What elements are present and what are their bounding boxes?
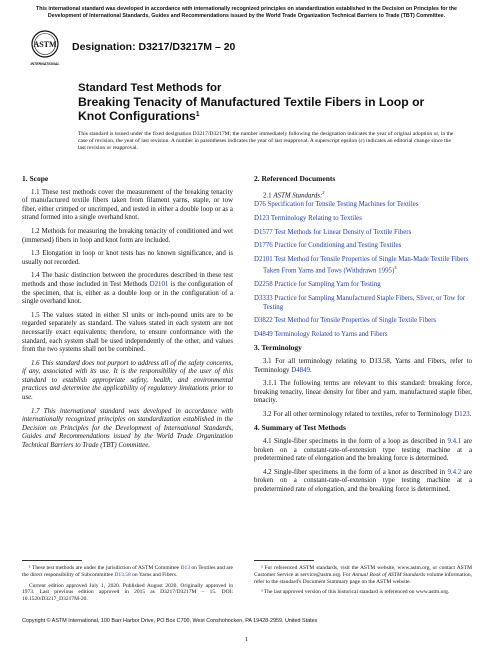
- copyright-footer: Copyright © ASTM International, 100 Barr Harbor Drive, PO Box C700, West Conshohocken, PA 19428-2959. United States: [22, 618, 318, 624]
- references-intro: [254, 189, 472, 201]
- link-d4849[interactable]: D4849: [291, 366, 310, 374]
- section-heading-scope: 1. Scope: [22, 174, 49, 183]
- para-1-1: 1.1 These test methods cover the measurement of the breaking tenacity of manufactured textile fibers taken from filament yarns, staple, or tow fiber, either crimped or uncrimped, and tested in either a double loop or as a strand formed into a single overhand knot.: [22, 188, 233, 222]
- ref-title[interactable]: Practice for Conditioning and Testing Textiles: [272, 242, 402, 250]
- left-column: [22, 175, 233, 456]
- reference-item[interactable]: [254, 215, 472, 224]
- para-1-4: [22, 272, 233, 306]
- para-1-2: 1.2 Methods for measuring the breaking tenacity of conditioned and wet (immersed) fibers in loop and knot form are included.: [22, 227, 233, 244]
- footnote-3: ³ The last approved version of this historical standard is referenced on www.astm.org.: [261, 589, 450, 596]
- issuance-statement: This standard is issued under the fixed designation D3217/D3217M; the number immediately following the designation indicates the year of original adoption or, in the case of revision, the year of last revision. A number in parentheses indicates the year of last reapproval. A superscript epsilon (ε) indicates an editorial change since the last revision or reapproval.: [78, 131, 454, 152]
- references-intro-sup: 2: [322, 189, 325, 195]
- para-1-4-text: 1.4 The basic distinction between the procedures described in these test methods and those included in Test Methods: [22, 272, 233, 288]
- page-number: 1: [244, 636, 249, 643]
- para-4-1: [254, 438, 472, 464]
- para-1-7: 1.7 This international standard was developed in accordance with internationally recognized principles on standardization established in the Decision on Principles for the Development of International Standards, Guides and Recommendations issued by the World Trade Organization Technical Barriers to Trade (TBT) Committee.: [22, 407, 233, 450]
- ref-code[interactable]: D4849: [254, 330, 273, 338]
- title-line-2: Breaking Tenacity of Manufactured Textile Fibers in Loop or Knot Configurations: [78, 95, 425, 123]
- link-9-4-1[interactable]: 9.4.1: [447, 438, 462, 446]
- footnote-1-text: ¹ These test methods are under the jurisdiction of ASTM Committee: [29, 565, 181, 571]
- footnote-1-text-mid: on Textiles and are the direct responsibility of Subcommittee: [22, 565, 233, 578]
- footnote-1: [22, 565, 233, 579]
- para-3-1-end: .: [309, 366, 312, 374]
- references-intro-num: 2.1: [263, 191, 274, 199]
- reference-item[interactable]: [254, 317, 472, 326]
- right-column: [254, 175, 472, 500]
- reference-item[interactable]: [254, 331, 472, 340]
- para-3-2-end: .: [469, 410, 472, 418]
- para-4-2-end: are broken on a constant-rate-of-extension type testing machine at a predetermined rate of elongation, and the breaking force is determined.: [254, 468, 473, 494]
- ref-title[interactable]: Specification for Tensile Testing Machines for Textiles: [265, 201, 419, 209]
- ref-code[interactable]: D1776: [254, 242, 273, 250]
- ref-title[interactable]: Test Methods for Linear Density of Textile Fibers: [272, 228, 412, 236]
- link-d2101[interactable]: D2101: [149, 280, 169, 288]
- ref-title[interactable]: Terminology Relating to Textiles: [269, 215, 362, 223]
- para-3-1: [254, 358, 472, 375]
- footnote-2-italic: Annual Book of ASTM Standards: [351, 571, 426, 578]
- tbt-notice: This international standard was developed in accordance with internationally recognized principles on standardization established in the Decision on Principles for the Development of International Standards, Guides and Recommendations issued by the World Trade Organization Technical Barriers to Trade (TBT) Committee.: [36, 6, 457, 19]
- para-1-5: 1.5 The values stated in either SI units or inch-pound units are to be regarded separately as standard. The values stated in each system are not necessarily exact equivalents; therefore, to ensure conformance with the standard, each system shall be used independently of the other, and values from the two systems shall not be combined.: [22, 311, 233, 354]
- reference-item[interactable]: [254, 256, 472, 276]
- ref-footnote-mark: 3: [394, 265, 397, 271]
- svg-text:ASTM: ASTM: [33, 40, 57, 49]
- references-intro-label: ASTM Standards:: [273, 191, 323, 199]
- footnote-2-text: ² For referenced ASTM standards, visit the ASTM website, www.astm.org, or contact ASTM Customer Service at service@astm.org. For: [254, 565, 472, 578]
- para-1-4-text-end: is the configuration of the specimen, that is, either as a double loop or in the configuration of a single overhand knot.: [22, 280, 233, 306]
- footnotes-left: [22, 565, 233, 607]
- footnote-2: [254, 565, 472, 585]
- link-d13[interactable]: D13: [180, 565, 190, 571]
- ref-code[interactable]: D123: [254, 215, 270, 223]
- reference-item[interactable]: [254, 295, 472, 312]
- ref-title[interactable]: Test Method for Tensile Properties of Single Textile Fibers: [272, 317, 437, 325]
- para-4-2-text: 4.2 Single-fiber specimens in the form of a knot as described in: [263, 468, 448, 476]
- link-9-4-2[interactable]: 9.4.2: [447, 468, 462, 476]
- para-3-2: [254, 411, 472, 420]
- section-heading-references: 2. Referenced Documents: [254, 174, 336, 183]
- ref-code[interactable]: D3822: [254, 317, 273, 325]
- footnote-rule-left: [22, 560, 82, 561]
- title-line-1: Standard Test Methods for: [78, 82, 222, 94]
- ref-code[interactable]: D2258: [254, 281, 273, 289]
- astm-logo-icon: [28, 29, 62, 69]
- designation: Designation: D3217/D3217M – 20: [72, 41, 236, 53]
- section-heading-terminology: 3. Terminology: [254, 343, 302, 353]
- ref-code[interactable]: D1577: [254, 228, 273, 236]
- reference-item[interactable]: [254, 281, 472, 290]
- para-4-2: [254, 469, 472, 495]
- ref-title[interactable]: Practice for Sampling Yarn for Testing: [272, 281, 381, 289]
- footnote-2-text-end: volume information, refer to the standard's Document Summary page on the ASTM website.: [254, 571, 472, 585]
- ref-code[interactable]: D3333: [254, 294, 273, 302]
- ref-title[interactable]: Practice for Sampling Manufactured Staple Fibers, Sliver, or Tow for Testing: [263, 294, 466, 311]
- footnote-edition: Current edition approved July 1, 2020. Published August 2020. Originally approved in 1973. Last previous edition approved in 2015 as D3217/D3217M – 15. DOI: 10.1520/D3217_D3217M-20.: [22, 582, 233, 603]
- reference-item[interactable]: [254, 242, 472, 251]
- ref-title[interactable]: Terminology Related to Yarns and Fibers: [272, 330, 388, 338]
- para-3-1-1: 3.1.1 The following terms are relevant to this standard: breaking force, breaking tenacity, linear density for fiber and yarn, manufactured staple fiber, tenacity.: [254, 380, 472, 405]
- ref-title[interactable]: Test Method for Tensile Properties of Single Man-Made Textile Fibers Taken From Yarns and Tows (Withdrawn 1995): [263, 255, 469, 275]
- reference-list: [254, 201, 472, 339]
- para-1-3: 1.3 Elongation in loop or knot tests has no known significance, and is usually not recorded.: [22, 250, 233, 266]
- para-4-1-end: are broken on a constant-rate-of-extension type testing machine at a predetermined rate of elongation and the breaking force is determined.: [254, 438, 473, 463]
- link-d13-58[interactable]: D13.58: [114, 571, 131, 578]
- para-3-1-text: 3.1 For all terminology relating to D13.58, Yarns and Fibers, refer to Terminology: [254, 357, 472, 374]
- document-title: [78, 81, 438, 123]
- reference-item[interactable]: [254, 201, 472, 210]
- svg-text:INTERNATIONAL: INTERNATIONAL: [30, 62, 60, 66]
- title-footnote-mark: 1: [195, 111, 200, 118]
- link-d123[interactable]: D123: [454, 410, 470, 418]
- footnote-rule-right: [254, 560, 314, 561]
- footnote-1-text-end: on Yarns and Fibers.: [130, 571, 178, 578]
- para-3-2-text: 3.2 For all other terminology related to textiles, refer to Terminology: [263, 410, 455, 418]
- ref-code[interactable]: D2101: [254, 255, 273, 263]
- para-1-6: 1.6 This standard does not purport to address all of the safety concerns, if any, associated with its use. It is the responsibility of the user of this standard to establish appropriate safety, health, and environmental practices and determine the applicability of regulatory limitations prior to use.: [22, 359, 233, 402]
- reference-item[interactable]: [254, 229, 472, 238]
- para-4-1-text: 4.1 Single-fiber specimens in the form of a loop as described in: [263, 438, 448, 446]
- section-heading-summary: 4. Summary of Test Methods: [254, 423, 346, 433]
- ref-code[interactable]: D76: [254, 201, 266, 209]
- footnotes-right: [254, 565, 472, 600]
